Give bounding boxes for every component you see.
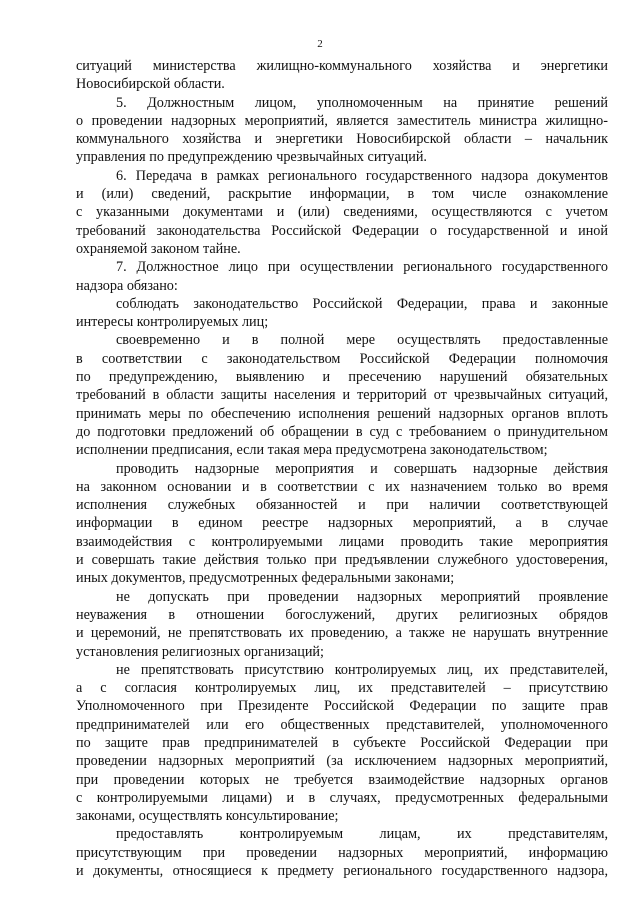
text-line: о проведении надзорных мероприятий, является заместитель министра жилищно-: [76, 112, 608, 129]
text-line: по предупреждению, выявлению и пресечению нарушений обязательных: [76, 369, 608, 386]
text-line: до подготовки предложений об обращении в суд с требованием о принудительном: [76, 423, 608, 440]
text-line: охраняемой законом тайне.: [76, 240, 241, 257]
text-line: 6. Передача в рамках регионального государственного надзора документов: [116, 167, 608, 184]
text-line: проводить надзорные мероприятия и совершать надзорные действия: [116, 460, 608, 477]
text-line: коммунального хозяйства и энергетики Новосибирской области – начальник: [76, 131, 608, 148]
text-line: присутствующим при проведении надзорных мероприятий, информацию: [76, 844, 608, 861]
text-line: управления по предупреждению чрезвычайных ситуаций.: [76, 149, 427, 166]
text-line: 7. Должностное лицо при осуществлении регионального государственного: [116, 259, 608, 276]
text-line: установления религиозных организаций;: [76, 643, 324, 660]
text-line: информации в едином реестре надзорных мероприятий, а в случае: [76, 515, 608, 532]
text-line: взаимодействия с контролируемыми лицами проводить такие мероприятия: [76, 533, 608, 550]
text-line: исполнении предписания, если такая мера предусмотрена законодательством;: [76, 442, 548, 459]
text-line: по защите прав предпринимателей в субъекте Российской Федерации при: [76, 734, 608, 751]
text-line: не препятствовать присутствию контролируемых лиц, их представителей,: [116, 661, 608, 678]
text-line: с контролируемыми лицами) и в случаях, предусмотренных федеральными: [76, 789, 608, 806]
page-number: 2: [317, 38, 323, 50]
text-line: Новосибирской области.: [76, 76, 225, 93]
text-line: и (или) сведений, раскрытие информации, в том числе ознакомление: [76, 186, 608, 203]
text-line: соблюдать законодательство Российской Федерации, права и законные: [116, 295, 608, 312]
text-line: и документы, относящиеся к предмету регионального государственного надзора,: [76, 863, 608, 880]
text-line: надзора обязано:: [76, 277, 178, 294]
text-line: законами, осуществлять консультирование;: [76, 808, 339, 825]
text-line: принимать меры по обеспечению исполнения решений надзорных органов вплоть: [76, 405, 608, 422]
text-line: а с согласия контролируемых лиц, их представителей – присутствию: [76, 680, 608, 697]
text-line: предпринимателей или его общественных представителей, уполномоченного: [76, 716, 608, 733]
text-line: на законном основании и в соответствии с их назначением только во время: [76, 478, 608, 495]
text-line: требований законодательства Российской Федерации о государственной и иной: [76, 222, 608, 239]
text-line: иных документов, предусмотренных федеральными законами;: [76, 570, 455, 587]
text-line: не допускать при проведении надзорных мероприятий проявление: [116, 588, 608, 605]
text-line: с указанными документами и (или) сведениями, осуществляются с учетом: [76, 204, 608, 221]
text-line: 5. Должностным лицом, уполномоченным на принятие решений: [116, 94, 608, 111]
text-line: требований в области защиты населения и территорий от чрезвычайных ситуаций,: [76, 387, 608, 404]
text-line: ситуаций министерства жилищно-коммунального хозяйства и энергетики: [76, 58, 608, 74]
text-line: при проведении которых не требуется взаимодействие надзорных органов: [76, 771, 608, 788]
text-line: своевременно и в полной мере осуществлять предоставленные: [116, 332, 608, 349]
text-line: и совершать такие действия только при предъявлении служебного удостоверения,: [76, 552, 608, 569]
document-body: [76, 57, 608, 880]
text-line: проведении надзорных мероприятий (за исключением надзорных мероприятий,: [76, 753, 608, 770]
text-line: интересы контролируемых лиц;: [76, 314, 269, 331]
text-line: Уполномоченного при Президенте Российской Федерации по защите прав: [76, 698, 608, 715]
text-line: исполнения служебных обязанностей и при наличии соответствующей: [76, 497, 608, 514]
text-line: предоставлять контролируемым лицам, их представителям,: [116, 826, 608, 843]
text-line: неуважения в отношении богослужений, других религиозных обрядов: [76, 606, 608, 623]
text-line: в соответствии с законодательством Российской Федерации полномочия: [76, 350, 608, 367]
text-line: и церемоний, не препятствовать их проведению, а также не нарушать внутренние: [76, 625, 608, 642]
